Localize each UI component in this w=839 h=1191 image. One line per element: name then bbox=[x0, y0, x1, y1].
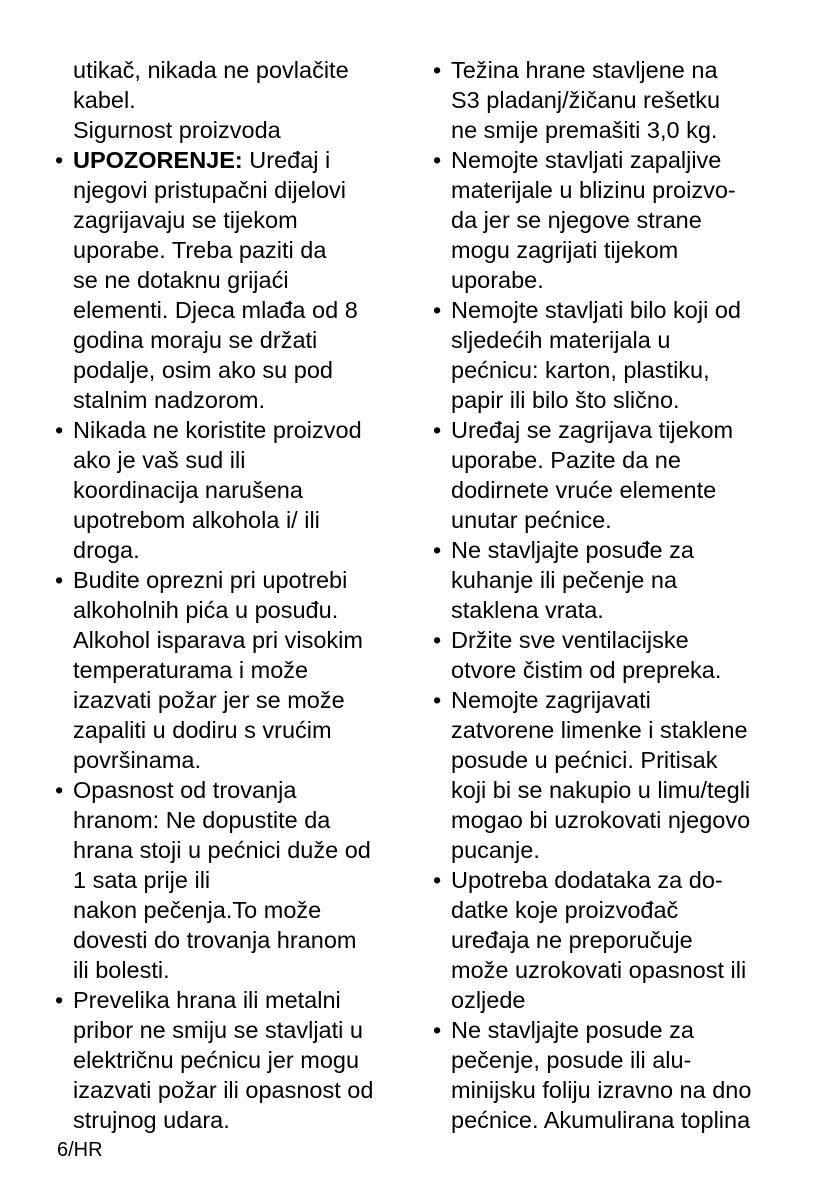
bullet-icon: • bbox=[55, 987, 64, 1013]
text-line: hrana stoji u pećnici duže od bbox=[73, 837, 371, 863]
text-line: unutar pećnice. bbox=[451, 507, 612, 533]
text-line: zagrijavaju se tijekom bbox=[73, 207, 298, 233]
bullet-icon: • bbox=[55, 417, 64, 443]
text-line: 1 sata prije ili bbox=[73, 867, 211, 893]
text-line: Alkohol isparava pri visokim bbox=[73, 627, 363, 653]
left-column bbox=[55, 55, 418, 1135]
text-line: uporabe. bbox=[451, 267, 544, 293]
text-line: dodirnete vruće elemente bbox=[451, 477, 717, 503]
text-line: Težina hrane stavljene na bbox=[451, 57, 718, 83]
text-line: pucanje. bbox=[451, 837, 540, 863]
list-item bbox=[433, 535, 796, 625]
text-line: površinama. bbox=[73, 747, 201, 773]
text-line: nakon pečenja.To može bbox=[73, 897, 322, 923]
text-line: uređaja ne preporučuje bbox=[451, 927, 693, 953]
text-line: uporabe. Pazite da ne bbox=[451, 447, 681, 473]
text-line: sljedećih materijala u bbox=[451, 327, 671, 353]
bullet-icon: • bbox=[55, 567, 64, 593]
intro-line: Sigurnost proizvoda bbox=[73, 117, 281, 143]
list-item bbox=[55, 985, 418, 1135]
list-item bbox=[55, 415, 418, 565]
list-item bbox=[55, 565, 418, 775]
text-line: elementi. Djeca mlađa od 8 bbox=[73, 297, 358, 323]
text-line: koordinacija narušena bbox=[73, 477, 303, 503]
text-line: da jer se njegove strane bbox=[451, 207, 702, 233]
text-line: temperaturama i može bbox=[73, 657, 309, 683]
text-line: materijale u blizinu proizvo- bbox=[451, 177, 736, 203]
list-item bbox=[433, 415, 796, 535]
text-line: Budite oprezni pri upotrebi bbox=[73, 567, 348, 593]
bullet-icon: • bbox=[433, 627, 442, 653]
text-line: Nikada ne koristite proizvod bbox=[73, 417, 362, 443]
text-line: papir ili bilo što slično. bbox=[451, 387, 680, 413]
bullet-icon: • bbox=[55, 777, 64, 803]
text-line: mogu zagrijati tijekom bbox=[451, 237, 679, 263]
text-line: mogao bi uzrokovati njegovo bbox=[451, 807, 751, 833]
bullet-icon: • bbox=[433, 1017, 442, 1043]
intro-line: utikač, nikada ne povlačite bbox=[73, 57, 349, 83]
text-line: izazvati požar ili opasnost od bbox=[73, 1077, 374, 1103]
list-item bbox=[433, 625, 796, 685]
warning-text: Uređaj i bbox=[242, 147, 331, 173]
text-line: zatvorene limenke i staklene bbox=[451, 717, 748, 743]
text-line: dovesti do trovanja hranom bbox=[73, 927, 357, 953]
list-item bbox=[433, 295, 796, 415]
text-line: pribor ne smiju se stavljati u bbox=[73, 1017, 363, 1043]
text-line: se ne dotaknu grijaći bbox=[73, 267, 289, 293]
text-line: Nemojte stavljati zapaljive bbox=[451, 147, 722, 173]
text-line: Upotreba dodataka za do- bbox=[451, 867, 723, 893]
text-line: staklena vrata. bbox=[451, 597, 604, 623]
text-line: Ne stavljajte posude za bbox=[451, 1017, 694, 1043]
bullet-icon: • bbox=[55, 147, 64, 173]
list-item bbox=[433, 55, 796, 145]
text-line: zapaliti u dodiru s vrućim bbox=[73, 717, 332, 743]
text-line: ozljede bbox=[451, 987, 526, 1013]
text-line: Nemojte zagrijavati bbox=[451, 687, 651, 713]
text-line: Opasnost od trovanja bbox=[73, 777, 297, 803]
text-line: Prevelika hrana ili metalni bbox=[73, 987, 341, 1013]
text-line: minijsku foliju izravno na dno bbox=[451, 1077, 752, 1103]
text-line: kuhanje ili pečenje na bbox=[451, 567, 678, 593]
text-line: posude u pećnici. Pritisak bbox=[451, 747, 718, 773]
text-line: pećnicu: karton, plastiku, bbox=[451, 357, 710, 383]
text-line: ako je vaš sud ili bbox=[73, 447, 246, 473]
warning-label: UPOZORENJE: bbox=[73, 147, 243, 173]
bullet-icon: • bbox=[433, 537, 442, 563]
text-line: datke koje proizvođač bbox=[451, 897, 679, 923]
bullet-icon: • bbox=[433, 147, 442, 173]
text-line: može uzrokovati opasnost ili bbox=[451, 957, 747, 983]
list-item bbox=[55, 145, 418, 415]
text-line: uporabe. Treba paziti da bbox=[73, 237, 327, 263]
text-line: njegovi pristupačni dijelovi bbox=[73, 177, 347, 203]
text-line: Držite sve ventilacijske bbox=[451, 627, 689, 653]
text-line: strujnog udara. bbox=[73, 1107, 230, 1133]
text-line: ne smije premašiti 3,0 kg. bbox=[451, 117, 718, 143]
text-line: pećnice. Akumulirana toplina bbox=[451, 1107, 751, 1133]
bullet-icon: • bbox=[433, 417, 442, 443]
bullet-icon: • bbox=[433, 57, 442, 83]
list-item bbox=[433, 865, 796, 1015]
text-line: droga. bbox=[73, 537, 140, 563]
list-item bbox=[433, 1015, 796, 1135]
intro-text bbox=[73, 55, 418, 145]
page-number: 6/HR bbox=[57, 1139, 103, 1161]
text-line: izazvati požar jer se može bbox=[73, 687, 345, 713]
text-line: otvore čistim od prepreka. bbox=[451, 657, 722, 683]
bullet-list-left bbox=[55, 145, 418, 1135]
text-line: pečenje, posude ili alu- bbox=[451, 1047, 692, 1073]
text-line: koji bi se nakupio u limu/tegli bbox=[451, 777, 751, 803]
text-line: alkoholnih pića u posuđu. bbox=[73, 597, 339, 623]
right-column bbox=[433, 55, 796, 1135]
bullet-icon: • bbox=[433, 867, 442, 893]
text-line: Uređaj se zagrijava tijekom bbox=[451, 417, 734, 443]
text-line: upotrebom alkohola i/ ili bbox=[73, 507, 320, 533]
text-line: podalje, osim ako su pod bbox=[73, 357, 333, 383]
text-line: ili bolesti. bbox=[73, 957, 170, 983]
text-line: Nemojte stavljati bilo koji od bbox=[451, 297, 741, 323]
intro-line: kabel. bbox=[73, 87, 136, 113]
bullet-icon: • bbox=[433, 297, 442, 323]
text-line: stalnim nadzorom. bbox=[73, 387, 265, 413]
text-line: Ne stavljajte posuđe za bbox=[451, 537, 694, 563]
list-item bbox=[433, 145, 796, 295]
list-item bbox=[433, 685, 796, 865]
bullet-icon: • bbox=[433, 687, 442, 713]
text-line bbox=[73, 145, 418, 175]
text-line: hranom: Ne dopustite da bbox=[73, 807, 331, 833]
list-item bbox=[55, 775, 418, 985]
text-line: električnu pećnicu jer mogu bbox=[73, 1047, 360, 1073]
bullet-list-right bbox=[433, 55, 796, 1135]
text-line: S3 pladanj/žičanu rešetku bbox=[451, 87, 721, 113]
text-line: godina moraju se držati bbox=[73, 327, 318, 353]
